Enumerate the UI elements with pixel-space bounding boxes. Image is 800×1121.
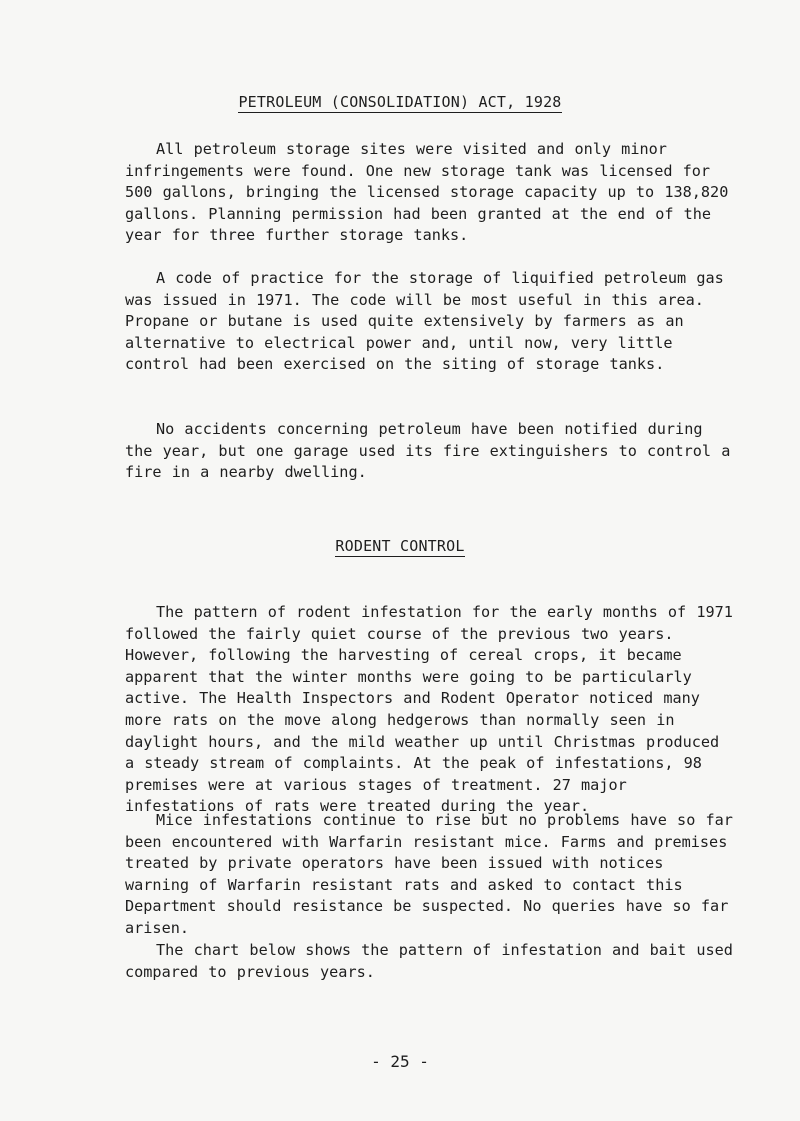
heading-rodent-text: RODENT CONTROL [335, 537, 465, 555]
paragraph-rodent-3: The chart below shows the pattern of infestation and bait used compared to previous years. [125, 941, 733, 981]
section-heading-petroleum [0, 93, 800, 111]
page-number: - 25 - [371, 1052, 429, 1071]
paragraph-rodent-2: Mice infestations continue to rise but no problems have so far been encountered with Warfarin resistant mice. Farms and premises treated by private operators have been issued with notices warning of Warfarin resistant rats and asked to contact this Department should resistance be suspected. No queries have so far arisen. [125, 811, 733, 937]
paragraph-petroleum-2: A code of practice for the storage of liquified petroleum gas was issued in 1971. The code will be most useful in this area. Propane or butane is used quite extensively by farmers as an alternative to electrical power and, until now, very little control had been exercised on the siting of storage tanks. [125, 269, 724, 374]
section-heading-rodent [0, 537, 800, 555]
paragraph-rodent-1: The pattern of rodent infestation for the early months of 1971 followed the fairly quiet course of the previous two years. However, following the harvesting of cereal crops, it became apparent that the winter months were going to be particularly active. The Health Inspectors and Rodent Operator noticed many more rats on the move along hedgerows than normally seen in daylight hours, and the mild weather up until Christmas produced a steady stream of complaints. At the peak of infestations, 98 premises were at various stages of treatment. 27 major infestations of rats were treated during the year. [125, 603, 733, 816]
paragraph-petroleum-3: No accidents concerning petroleum have been notified during the year, but one garage used its fire extinguishers to control a fire in a nearby dwelling. [125, 420, 731, 482]
heading-petroleum-text: PETROLEUM (CONSOLIDATION) ACT, 1928 [238, 93, 562, 111]
paragraph-petroleum-1: All petroleum storage sites were visited and only minor infringements were found. One new storage tank was licensed for 500 gallons, bringing the licensed storage capacity up to 138,820 gallons. Planning permission had been granted at the end of the year for three further storage tanks. [125, 140, 729, 245]
